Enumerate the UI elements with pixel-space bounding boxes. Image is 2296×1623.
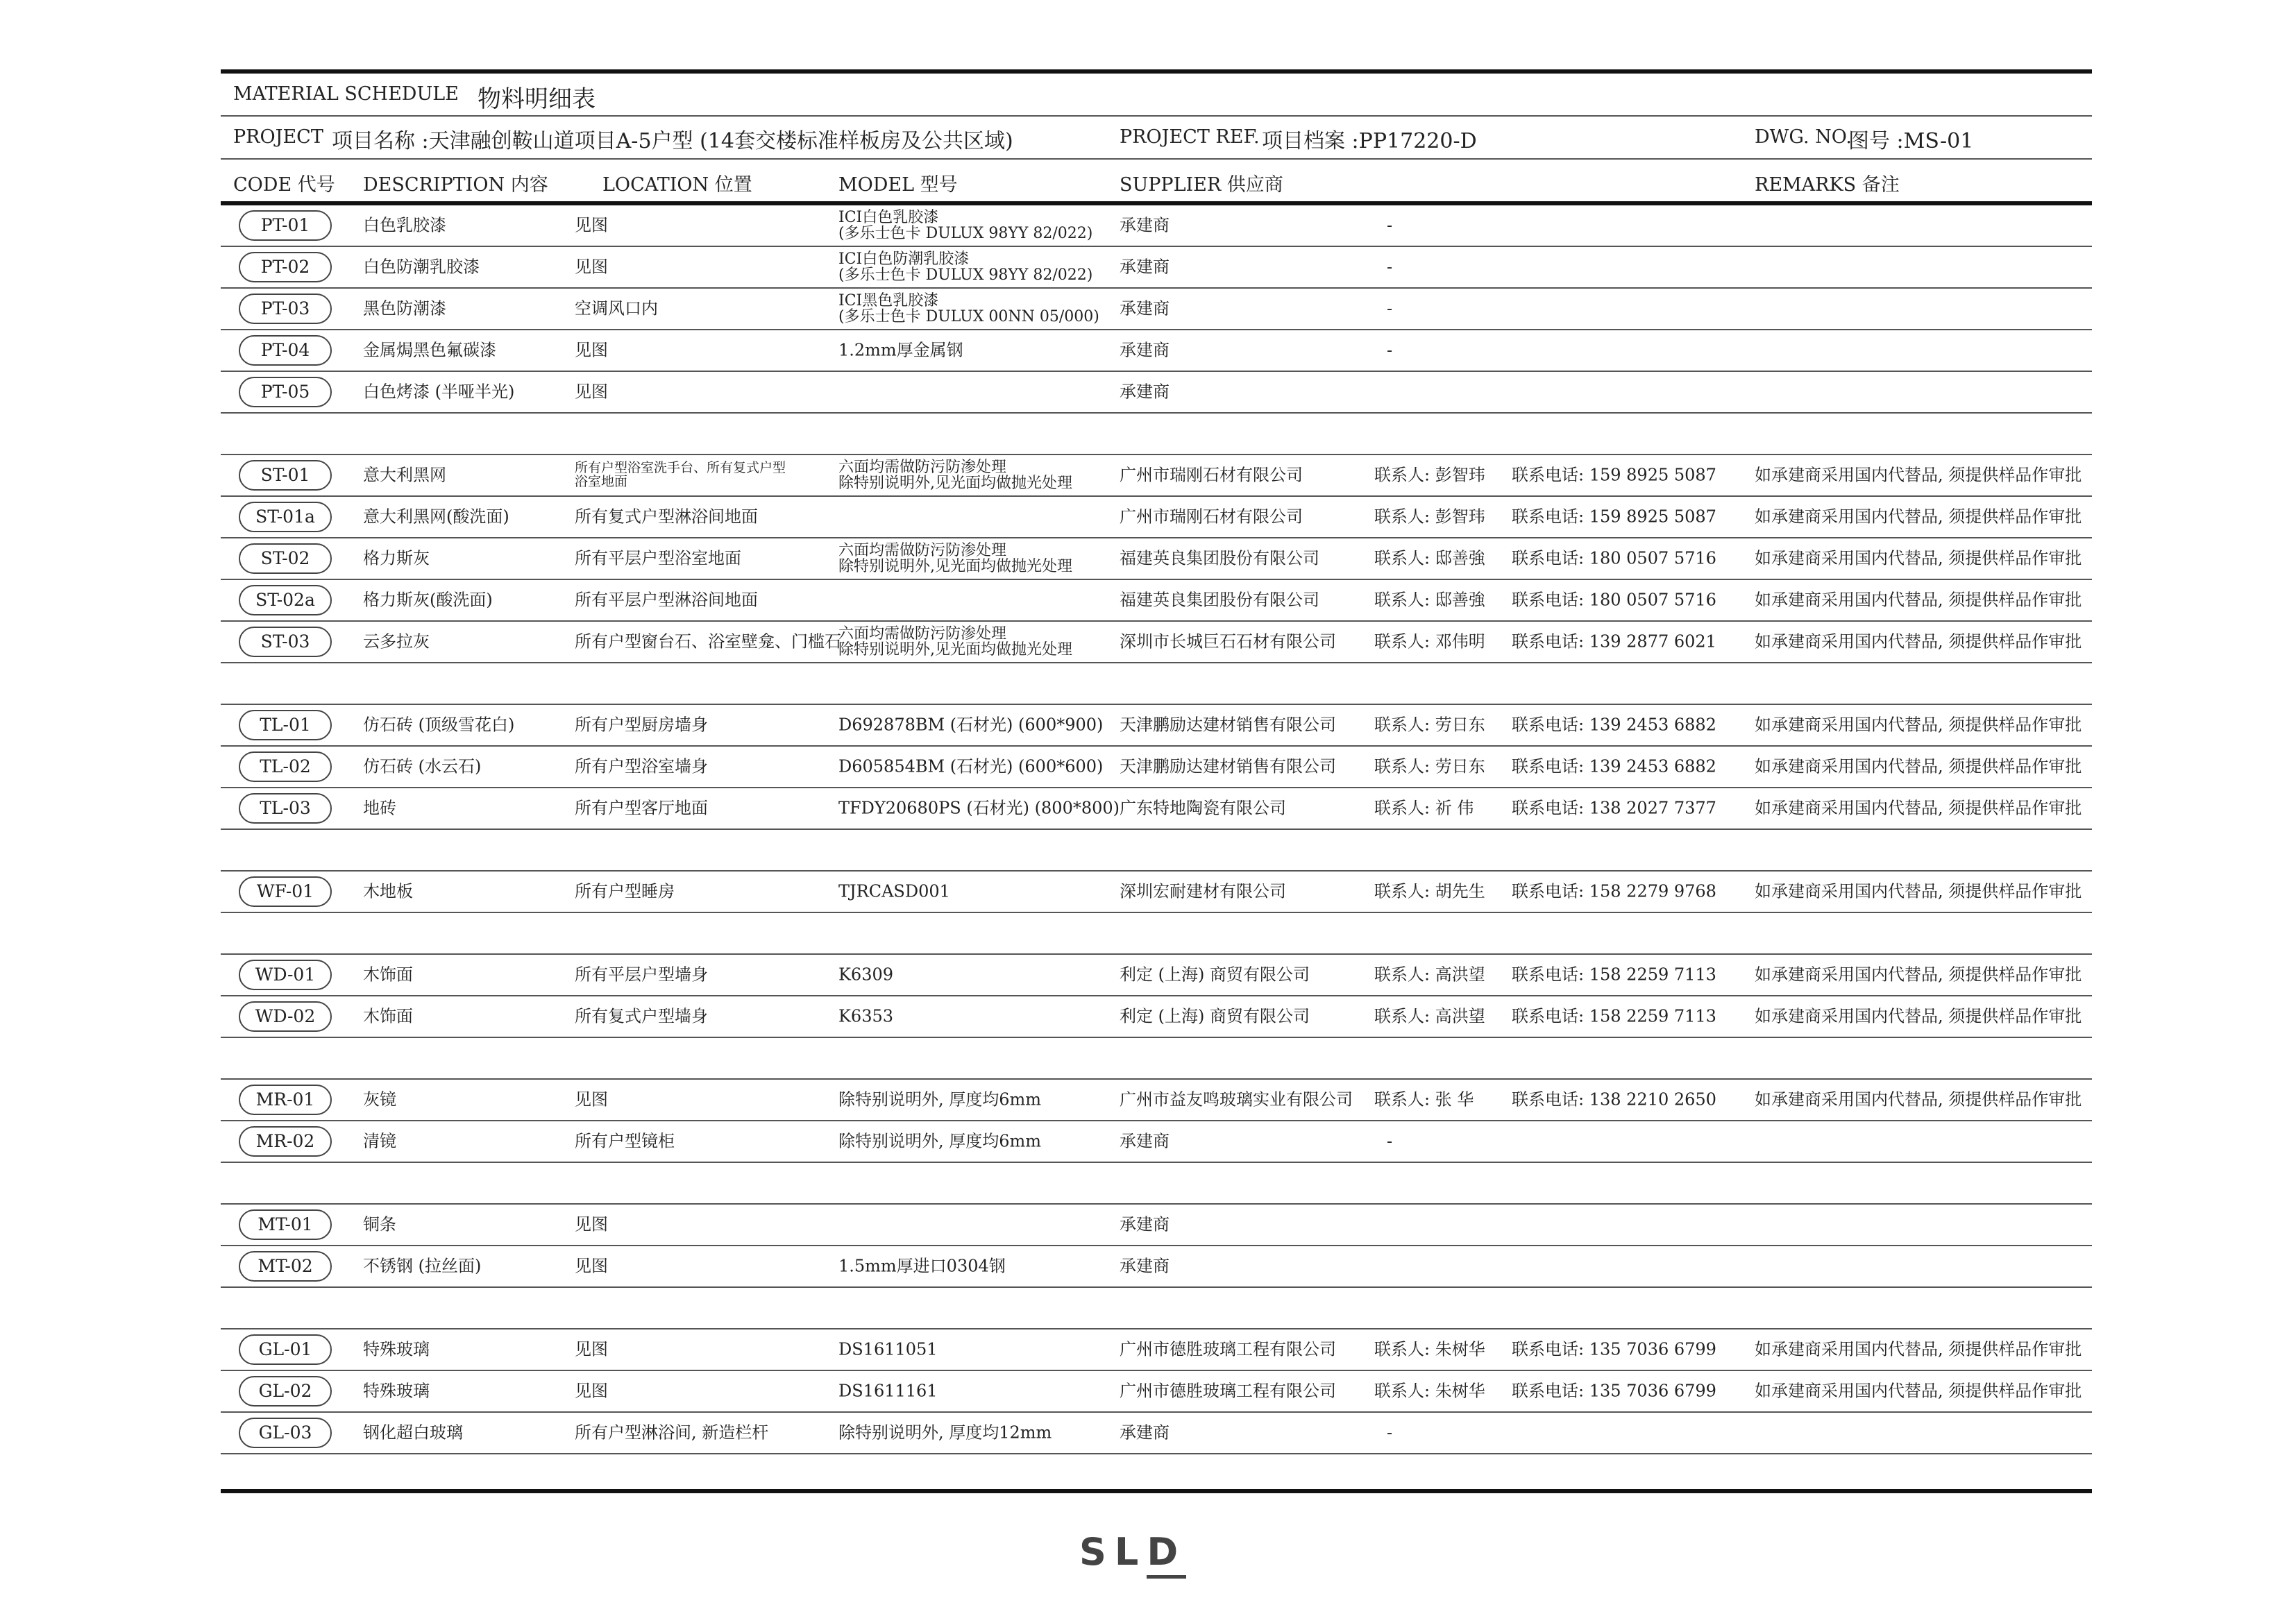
contact-person: 联系人: 高洪望 xyxy=(1374,965,1485,985)
spacer-row xyxy=(221,1288,2092,1329)
table-row xyxy=(221,1246,2092,1288)
remarks: 如承建商采用国内代替品, 须提供样品作审批 xyxy=(1755,881,2082,901)
description: 特殊玻璃 xyxy=(363,1381,430,1401)
remarks: 如承建商采用国内代替品, 须提供样品作审批 xyxy=(1755,1381,2082,1401)
project-row xyxy=(221,117,2092,160)
description: 黑色防潮漆 xyxy=(363,298,446,318)
description: 格力斯灰(酸洗面) xyxy=(363,590,493,610)
contact-phone: 联系电话: 139 2453 6882 xyxy=(1512,756,1716,776)
location: 所有平层户型淋浴间地面 xyxy=(575,590,758,610)
location: 所有复式户型墙身 xyxy=(575,1006,708,1026)
contact-phone: 联系电话: 180 0507 5716 xyxy=(1512,590,1716,610)
model xyxy=(838,626,1072,658)
location: 见图 xyxy=(575,257,608,277)
location: 所有户型厨房墙身 xyxy=(575,715,708,735)
contact-person: 联系人: 张 华 xyxy=(1374,1089,1474,1110)
model xyxy=(838,210,1092,241)
description: 仿石砖 (顶级雪花白) xyxy=(363,715,515,735)
supplier: 深圳宏耐建材有限公司 xyxy=(1120,881,1286,901)
model xyxy=(838,543,1072,575)
col-desc: DESCRIPTION 内容 xyxy=(363,174,548,196)
model xyxy=(838,251,1092,283)
material-code: MR-02 xyxy=(239,1126,332,1157)
table-row xyxy=(221,247,2092,289)
description: 特殊玻璃 xyxy=(363,1339,430,1359)
supplier: 广州市德胜玻璃工程有限公司 xyxy=(1120,1381,1336,1401)
contact-phone: 联系电话: 139 2877 6021 xyxy=(1512,631,1716,652)
location: 见图 xyxy=(575,1214,608,1234)
model: 除特别说明外, 厚度均12mm xyxy=(838,1422,1052,1443)
location: 所有复式户型淋浴间地面 xyxy=(575,507,758,527)
project-ref-label: PROJECT REF. xyxy=(1120,126,1260,148)
contact-person: 联系人: 高洪望 xyxy=(1374,1006,1485,1026)
description: 白色防潮乳胶漆 xyxy=(363,257,480,277)
location: 所有平层户型浴室地面 xyxy=(575,548,741,568)
model: DS1611161 xyxy=(838,1381,938,1401)
table-row xyxy=(221,788,2092,830)
model: TFDY20680PS (石材光) (800*800) xyxy=(838,798,1120,818)
material-code: WD-01 xyxy=(239,960,332,990)
description: 白色烤漆 (半哑半光) xyxy=(363,382,515,402)
supplier: 承建商 xyxy=(1120,1422,1170,1443)
table-row xyxy=(221,205,2092,247)
contact-person: 联系人: 邓伟明 xyxy=(1374,631,1485,652)
contact-phone: 联系电话: 159 8925 5087 xyxy=(1512,465,1716,485)
remarks: 如承建商采用国内代替品, 须提供样品作审批 xyxy=(1755,965,2082,985)
model-line1: 六面均需做防污防渗处理 xyxy=(838,541,1007,559)
material-code: TL-03 xyxy=(239,793,332,824)
model: D605854BM (石材光) (600*600) xyxy=(838,756,1104,776)
material-code: MT-01 xyxy=(239,1209,332,1240)
description: 清镜 xyxy=(363,1131,396,1151)
location: 所有户型浴室墙身 xyxy=(575,756,708,776)
model-line1: 六面均需做防污防渗处理 xyxy=(838,624,1007,643)
remarks: 如承建商采用国内代替品, 须提供样品作审批 xyxy=(1755,756,2082,776)
material-code: ST-02 xyxy=(239,543,332,574)
contact-phone: 联系电话: 180 0507 5716 xyxy=(1512,548,1716,568)
location: 见图 xyxy=(575,1339,608,1359)
material-code: ST-02a xyxy=(239,585,332,615)
material-code: MT-02 xyxy=(239,1251,332,1282)
supplier: 天津鹏励达建材销售有限公司 xyxy=(1120,715,1336,735)
description: 钢化超白玻璃 xyxy=(363,1422,463,1443)
contact-phone: 联系电话: 135 7036 6799 xyxy=(1512,1339,1716,1359)
contact-person: 联系人: 胡先生 xyxy=(1374,881,1485,901)
column-header-row xyxy=(221,160,2092,201)
model: 除特别说明外, 厚度均6mm xyxy=(838,1131,1042,1151)
material-code: PT-05 xyxy=(239,377,332,407)
project-ref-value: 项目档案 :PP17220-D xyxy=(1262,129,1477,153)
supplier: 天津鹏励达建材销售有限公司 xyxy=(1120,756,1336,776)
model: 1.5mm厚进口0304钢 xyxy=(838,1256,1006,1276)
material-code: ST-01 xyxy=(239,460,332,491)
contact-person: 联系人: 朱树华 xyxy=(1374,1381,1485,1401)
table-row xyxy=(221,1080,2092,1121)
contact-person: 联系人: 彭智玮 xyxy=(1374,465,1485,485)
remarks: 如承建商采用国内代替品, 须提供样品作审批 xyxy=(1755,715,2082,735)
spacer-row xyxy=(221,1038,2092,1080)
sld-logo: SLD xyxy=(1079,1530,1186,1574)
location: 所有户型客厅地面 xyxy=(575,798,708,818)
table-row xyxy=(221,1329,2092,1371)
location: 见图 xyxy=(575,1381,608,1401)
dash-placeholder: - xyxy=(1387,257,1393,277)
contact-person: 联系人: 彭智玮 xyxy=(1374,507,1485,527)
table-row xyxy=(221,705,2092,747)
location: 见图 xyxy=(575,215,608,235)
table-row xyxy=(221,289,2092,330)
contact-phone: 联系电话: 158 2259 7113 xyxy=(1512,1006,1716,1026)
remarks: 如承建商采用国内代替品, 须提供样品作审批 xyxy=(1755,798,2082,818)
supplier: 承建商 xyxy=(1120,257,1170,277)
spacer-row xyxy=(221,414,2092,455)
contact-person: 联系人: 祈 伟 xyxy=(1374,798,1474,818)
supplier: 广州市德胜玻璃工程有限公司 xyxy=(1120,1339,1336,1359)
material-code: ST-03 xyxy=(239,627,332,657)
dash-placeholder: - xyxy=(1387,215,1393,235)
description: 地砖 xyxy=(363,798,396,818)
supplier: 承建商 xyxy=(1120,1256,1170,1276)
contact-phone: 联系电话: 135 7036 6799 xyxy=(1512,1381,1716,1401)
description: 意大利黑网(酸洗面) xyxy=(363,507,509,527)
contact-phone: 联系电话: 138 2210 2650 xyxy=(1512,1089,1716,1110)
model: 1.2mm厚金属钢 xyxy=(838,340,963,360)
table-row xyxy=(221,872,2092,913)
col-remarks: REMARKS 备注 xyxy=(1755,174,1900,196)
location: 见图 xyxy=(575,1256,608,1276)
supplier: 承建商 xyxy=(1120,340,1170,360)
title-en: MATERIAL SCHEDULE xyxy=(233,83,459,105)
spacer-row xyxy=(221,663,2092,705)
contact-person: 联系人: 朱树华 xyxy=(1374,1339,1485,1359)
model: DS1611051 xyxy=(838,1339,938,1359)
location: 所有平层户型墙身 xyxy=(575,965,708,985)
model-line2: 除特别说明外,见光面均做抛光处理 xyxy=(838,558,1072,575)
description: 意大利黑网 xyxy=(363,465,446,485)
material-code: WD-02 xyxy=(239,1001,332,1032)
col-model: MODEL 型号 xyxy=(838,174,958,196)
model-line2: 除特别说明外,见光面均做抛光处理 xyxy=(838,475,1072,492)
model-line1: ICI白色防潮乳胶漆 xyxy=(838,250,970,268)
schedule-table xyxy=(221,205,2092,1454)
model-line1: 六面均需做防污防渗处理 xyxy=(838,458,1007,476)
table-row xyxy=(221,330,2092,372)
project-label: PROJECT xyxy=(233,126,323,148)
material-code: PT-04 xyxy=(239,335,332,366)
supplier: 承建商 xyxy=(1120,382,1170,402)
material-code: PT-01 xyxy=(239,210,332,241)
remarks: 如承建商采用国内代替品, 须提供样品作审批 xyxy=(1755,507,2082,527)
dwg-label: DWG. NO. xyxy=(1755,126,1852,148)
spacer-row xyxy=(221,913,2092,955)
description: 格力斯灰 xyxy=(363,548,430,568)
spacer-row xyxy=(221,1163,2092,1205)
model: D692878BM (石材光) (600*900) xyxy=(838,715,1104,735)
contact-person: 联系人: 邸善強 xyxy=(1374,548,1485,568)
model xyxy=(838,459,1072,491)
location xyxy=(575,461,786,489)
remarks: 如承建商采用国内代替品, 须提供样品作审批 xyxy=(1755,590,2082,610)
supplier: 利定 (上海) 商贸有限公司 xyxy=(1120,1006,1310,1026)
description: 木地板 xyxy=(363,881,413,901)
table-row xyxy=(221,996,2092,1038)
remarks: 如承建商采用国内代替品, 须提供样品作审批 xyxy=(1755,1006,2082,1026)
model-line2: (多乐士色卡 DULUX 98YY 82/022) xyxy=(838,225,1093,242)
project-name: 项目名称 :天津融创鞍山道项目A-5户型 (14套交楼标准样板房及公共区域) xyxy=(332,129,1013,153)
model-line2: (多乐士色卡 DULUX 98YY 82/022) xyxy=(838,266,1093,284)
table-row xyxy=(221,538,2092,580)
supplier: 承建商 xyxy=(1120,1214,1170,1234)
supplier: 广东特地陶瓷有限公司 xyxy=(1120,798,1286,818)
supplier: 福建英良集团股份有限公司 xyxy=(1120,590,1319,610)
description: 仿石砖 (水云石) xyxy=(363,756,482,776)
supplier: 承建商 xyxy=(1120,1131,1170,1151)
model: 除特别说明外, 厚度均6mm xyxy=(838,1089,1042,1110)
spacer-row xyxy=(221,830,2092,872)
table-row xyxy=(221,372,2092,414)
dash-placeholder: - xyxy=(1387,298,1393,318)
table-row xyxy=(221,1371,2092,1413)
contact-phone: 联系电话: 138 2027 7377 xyxy=(1512,798,1716,818)
title-row xyxy=(221,74,2092,117)
model xyxy=(838,293,1099,325)
description: 铜条 xyxy=(363,1214,396,1234)
col-supplier: SUPPLIER 供应商 xyxy=(1120,174,1283,196)
remarks: 如承建商采用国内代替品, 须提供样品作审批 xyxy=(1755,1089,2082,1110)
location: 空调风口内 xyxy=(575,298,658,318)
contact-phone: 联系电话: 159 8925 5087 xyxy=(1512,507,1716,527)
dwg-value: 图号 :MS-01 xyxy=(1848,129,1974,153)
supplier: 广州市瑞刚石材有限公司 xyxy=(1120,465,1303,485)
remarks: 如承建商采用国内代替品, 须提供样品作审批 xyxy=(1755,465,2082,485)
remarks: 如承建商采用国内代替品, 须提供样品作审批 xyxy=(1755,631,2082,652)
location: 所有户型窗台石、浴室壁龛、门槛石 xyxy=(575,631,841,652)
table-row xyxy=(221,1205,2092,1246)
description: 木饰面 xyxy=(363,1006,413,1026)
location: 所有户型淋浴间, 新造栏杆 xyxy=(575,1422,769,1443)
bottom-rule xyxy=(221,1489,2092,1493)
supplier: 广州市瑞刚石材有限公司 xyxy=(1120,507,1303,527)
supplier: 福建英良集团股份有限公司 xyxy=(1120,548,1319,568)
contact-person: 联系人: 劳日东 xyxy=(1374,715,1485,735)
table-row xyxy=(221,455,2092,497)
location: 见图 xyxy=(575,382,608,402)
col-code: CODE 代号 xyxy=(233,174,335,196)
material-code: ST-01a xyxy=(239,502,332,532)
supplier: 深圳市长城巨石石材有限公司 xyxy=(1120,631,1336,652)
material-code: GL-02 xyxy=(239,1376,332,1407)
table-row xyxy=(221,955,2092,996)
model-line2: (多乐士色卡 DULUX 00NN 05/000) xyxy=(838,308,1099,325)
material-code: WF-01 xyxy=(239,876,332,907)
material-code: TL-02 xyxy=(239,751,332,782)
model-line2: 除特别说明外,见光面均做抛光处理 xyxy=(838,641,1072,658)
contact-person: 联系人: 劳日东 xyxy=(1374,756,1485,776)
description: 木饰面 xyxy=(363,965,413,985)
contact-person: 联系人: 邸善強 xyxy=(1374,590,1485,610)
title-cn: 物料明细表 xyxy=(478,85,596,113)
description: 灰镜 xyxy=(363,1089,396,1110)
description: 云多拉灰 xyxy=(363,631,430,652)
col-loc: LOCATION 位置 xyxy=(602,174,752,196)
dash-placeholder: - xyxy=(1387,1422,1393,1443)
material-code: TL-01 xyxy=(239,710,332,740)
supplier: 承建商 xyxy=(1120,298,1170,318)
table-row xyxy=(221,497,2092,538)
description: 不锈钢 (拉丝面) xyxy=(363,1256,482,1276)
location: 见图 xyxy=(575,340,608,360)
location-line2: 浴室地面 xyxy=(575,474,628,489)
remarks: 如承建商采用国内代替品, 须提供样品作审批 xyxy=(1755,548,2082,568)
contact-phone: 联系电话: 139 2453 6882 xyxy=(1512,715,1716,735)
material-code: PT-02 xyxy=(239,252,332,282)
supplier: 利定 (上海) 商贸有限公司 xyxy=(1120,965,1310,985)
model: K6353 xyxy=(838,1006,894,1026)
material-code: GL-03 xyxy=(239,1418,332,1448)
contact-phone: 联系电话: 158 2279 9768 xyxy=(1512,881,1716,901)
table-row xyxy=(221,1121,2092,1163)
location: 所有户型睡房 xyxy=(575,881,675,901)
material-code: PT-03 xyxy=(239,294,332,324)
location-line1: 所有户型浴室洗手台、所有复式户型 xyxy=(575,460,786,476)
description: 金属焗黑色氟碳漆 xyxy=(363,340,496,360)
material-schedule-sheet xyxy=(221,69,2092,1454)
location: 所有户型镜柜 xyxy=(575,1131,675,1151)
material-code: GL-01 xyxy=(239,1334,332,1365)
table-row xyxy=(221,580,2092,622)
model: TJRCASD001 xyxy=(838,881,950,901)
dash-placeholder: - xyxy=(1387,1131,1393,1151)
contact-phone: 联系电话: 158 2259 7113 xyxy=(1512,965,1716,985)
supplier: 承建商 xyxy=(1120,215,1170,235)
dash-placeholder: - xyxy=(1387,340,1393,360)
model-line1: ICI白色乳胶漆 xyxy=(838,208,939,226)
supplier: 广州市益友鸣玻璃实业有限公司 xyxy=(1120,1089,1353,1110)
table-row xyxy=(221,747,2092,788)
description: 白色乳胶漆 xyxy=(363,215,446,235)
table-row xyxy=(221,1413,2092,1454)
location: 见图 xyxy=(575,1089,608,1110)
table-row xyxy=(221,622,2092,663)
model-line1: ICI黑色乳胶漆 xyxy=(838,291,939,309)
remarks: 如承建商采用国内代替品, 须提供样品作审批 xyxy=(1755,1339,2082,1359)
model: K6309 xyxy=(838,965,894,985)
material-code: MR-01 xyxy=(239,1085,332,1115)
